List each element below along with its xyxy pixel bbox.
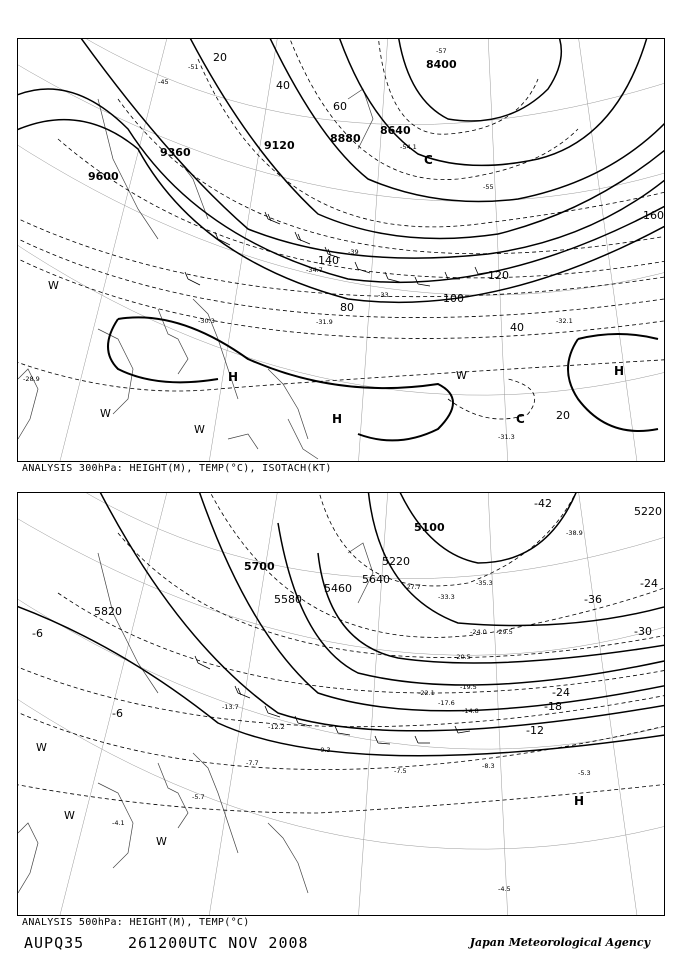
temp-label: -31.9 <box>316 318 333 326</box>
isotach-label: 120 <box>488 269 509 282</box>
temp-label: -39 <box>348 248 359 256</box>
temp-label: -31.3 <box>498 433 515 441</box>
height-label: 8640 <box>380 124 411 137</box>
temp-label: -30 <box>634 625 652 638</box>
height-label: 8880 <box>330 132 361 145</box>
caption-500hpa: ANALYSIS 500hPa: HEIGHT(M), TEMP(°C) <box>22 917 250 928</box>
coastlines <box>18 543 373 893</box>
map-500hpa-svg <box>18 493 664 915</box>
temp-label: -18 <box>544 700 562 713</box>
map-panel-500hpa <box>17 492 665 916</box>
station-temp: -4.1 <box>112 819 125 827</box>
temp-label: -51 <box>188 63 199 71</box>
valid-time: 261200UTC NOV 2008 <box>128 934 309 952</box>
station-temp: -27.7 <box>404 583 421 591</box>
height-label: 5220 <box>382 555 410 568</box>
isotach-label: 100 <box>443 292 464 305</box>
height-label: 5700 <box>244 560 275 573</box>
map-300hpa-svg <box>18 39 664 461</box>
height-label: 5640 <box>362 573 390 586</box>
warm-center-marker: W <box>48 279 59 292</box>
temp-label: -54.1 <box>400 143 417 151</box>
temp-label: -24 <box>552 686 570 699</box>
station-temp: -8.3 <box>482 762 495 770</box>
temp-label: -42 <box>534 497 552 510</box>
map-panel-300hpa <box>17 38 665 462</box>
high-center-marker: H <box>332 412 343 426</box>
caption-300hpa: ANALYSIS 300hPa: HEIGHT(M), TEMP(°C), ISOTACH(KT) <box>22 463 332 474</box>
station-temp: -22.1 <box>418 689 435 697</box>
temp-label: -30.3 <box>198 317 215 325</box>
high-center-marker: H <box>574 794 585 808</box>
station-temp: -13.7 <box>222 703 239 711</box>
temp-label: -45 <box>158 78 169 86</box>
station-temp: -33.3 <box>438 593 455 601</box>
temp-label: -33 <box>378 291 389 299</box>
station-temp: -20.5 <box>454 653 471 661</box>
height-label: 5820 <box>94 605 122 618</box>
temp-label: -32.1 <box>556 317 573 325</box>
station-temp: -35.3 <box>476 579 493 587</box>
temp-label: -6 <box>32 627 43 640</box>
chart-id: AUPQ35 <box>24 934 85 952</box>
station-temp: -12.2 <box>268 723 285 731</box>
isotach-label: 20 <box>213 51 227 64</box>
temperature-samples <box>23 47 573 441</box>
coastlines <box>18 89 373 459</box>
isotach-labels <box>213 51 664 422</box>
height-label: 5580 <box>274 593 302 606</box>
isotach-label: 20 <box>556 409 570 422</box>
warm-center-marker: W <box>64 809 75 822</box>
height-labels <box>94 505 662 618</box>
temp-label: -28.9 <box>23 375 40 383</box>
temp-label: -12 <box>526 724 544 737</box>
station-temp: -7.7 <box>246 759 259 767</box>
warm-center-marker: W <box>36 741 47 754</box>
station-temp: -29.5 <box>496 628 513 636</box>
height-label: 5220 <box>634 505 662 518</box>
pressure-centers <box>36 741 584 848</box>
station-temp: -17.6 <box>438 699 455 707</box>
station-temp: -5.7 <box>192 793 205 801</box>
temp-label: -55 <box>483 183 494 191</box>
height-label: 5100 <box>414 521 445 534</box>
temp-label: -36 <box>584 593 602 606</box>
agency-credit: Japan Meteorological Agency <box>469 936 650 949</box>
isotach-label: 40 <box>510 321 524 334</box>
temp-label: -6 <box>112 707 123 720</box>
warm-center-marker: W <box>194 423 205 436</box>
warm-center-marker: W <box>100 407 111 420</box>
height-label: 5460 <box>324 582 352 595</box>
temperature-isotherms <box>18 39 664 419</box>
high-center-marker: H <box>228 370 239 384</box>
warm-center-marker: W <box>156 835 167 848</box>
graticule <box>18 493 664 915</box>
station-temp: -24.0 <box>470 628 487 636</box>
isotach-label: 140 <box>318 254 339 267</box>
station-temp: -7.5 <box>394 767 407 775</box>
height-label: 9360 <box>160 146 191 159</box>
height-label: 9120 <box>264 139 295 152</box>
temp-label: -24 <box>640 577 658 590</box>
station-temp: -38.9 <box>566 529 583 537</box>
isotach-label: 40 <box>276 79 290 92</box>
isotach-label: 80 <box>340 301 354 314</box>
station-temp: -4.5 <box>498 885 511 893</box>
station-temp: -9.3 <box>318 746 331 754</box>
station-temp: -19.5 <box>460 683 477 691</box>
cold-center-marker: C <box>516 412 525 426</box>
station-temp: -5.3 <box>578 769 591 777</box>
height-label: 8400 <box>426 58 457 71</box>
cold-center-marker: C <box>424 153 433 167</box>
temp-label: -57 <box>436 47 447 55</box>
warm-center-marker: W <box>456 369 467 382</box>
temp-label: -34.7 <box>306 266 323 274</box>
isotach-contours <box>108 317 658 440</box>
height-label: 9600 <box>88 170 119 183</box>
isotach-label: 160 <box>643 209 664 222</box>
isotach-label: 60 <box>333 100 347 113</box>
high-center-marker: H <box>614 364 625 378</box>
station-temp: -14.8 <box>462 707 479 715</box>
